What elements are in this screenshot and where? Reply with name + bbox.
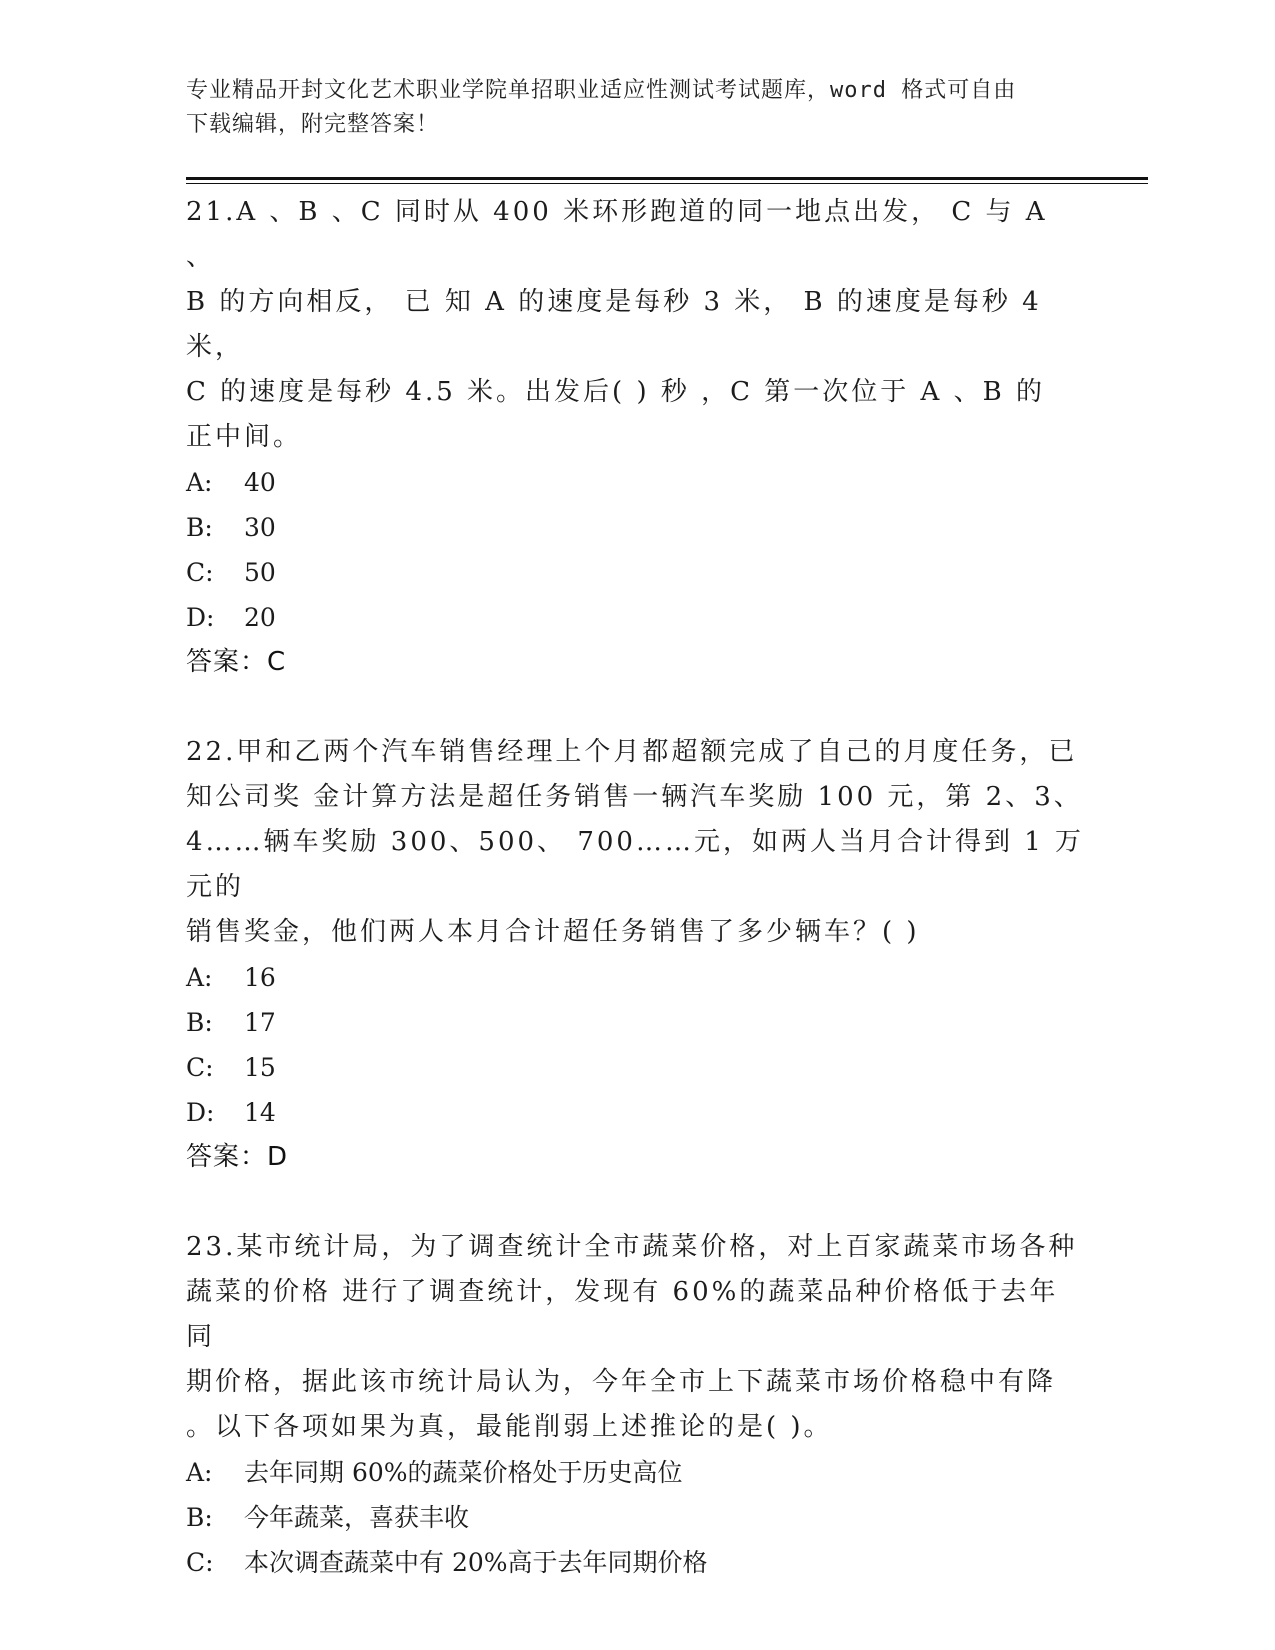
option-text: 去年同期 60%的蔬菜价格处于历史高位 (244, 1458, 683, 1487)
option-letter: C: (186, 1548, 214, 1577)
answer-label: 答案：C (186, 647, 287, 677)
option-d (186, 595, 1086, 640)
option-letter: B: (186, 1008, 213, 1037)
option-text: 16 (244, 963, 276, 992)
option-text: 50 (244, 558, 276, 587)
question-line: 期价格，据此该市统计局认为，今年全市上下蔬菜市场价格稳中有降 (186, 1367, 1057, 1397)
option-text: 20 (244, 603, 276, 632)
question-line: 4……辆车奖励 300、500、 700……元，如两人当月合计得到 1 万元的 (186, 827, 1085, 902)
question-list (186, 190, 1086, 1585)
option-text: 40 (244, 468, 276, 497)
option-d (186, 1090, 1086, 1135)
spacer (186, 1180, 1086, 1225)
question-line: 销售奖金，他们两人本月合计超任务销售了多少辆车？( ) (186, 917, 920, 947)
option-letter: C: (186, 1053, 214, 1082)
option-c (186, 1540, 1086, 1585)
header-rule-thick (186, 177, 1148, 180)
question-23 (186, 1225, 1086, 1585)
option-letter: D: (186, 603, 215, 632)
page-header (186, 74, 1076, 142)
option-b (186, 1000, 1086, 1045)
option-text: 今年蔬菜，喜获丰收 (244, 1503, 470, 1532)
option-letter: A: (186, 1458, 213, 1487)
option-text: 17 (244, 1008, 276, 1037)
option-text: 14 (244, 1098, 276, 1127)
option-letter: A: (186, 963, 213, 992)
option-letter: D: (186, 1098, 215, 1127)
option-letter: B: (186, 513, 213, 542)
header-line-1: 专业精品开封文化艺术职业学院单招职业适应性测试考试题库，word 格式可自由 (186, 78, 1017, 103)
question-line: B 的方向相反， 已 知 A 的速度是每秒 3 米， B 的速度是每秒 4 米， (186, 287, 1042, 362)
option-a (186, 460, 1086, 505)
question-line: C 的速度是每秒 4.5 米。出发后( ) 秒 ，C 第一次位于 A 、B 的 (186, 377, 1045, 407)
question-line: 正中间。 (186, 422, 303, 452)
header-line-2: 下载编辑，附完整答案！ (186, 112, 440, 137)
option-letter: C: (186, 558, 214, 587)
question-line: 蔬菜的价格 进行了调查统计，发现有 60%的蔬菜品种价格低于去年同 (186, 1277, 1059, 1352)
option-text: 30 (244, 513, 276, 542)
question-22 (186, 730, 1086, 1180)
question-21 (186, 190, 1086, 685)
option-c (186, 550, 1086, 595)
question-text (186, 730, 1086, 955)
option-letter: B: (186, 1503, 213, 1532)
question-text (186, 1225, 1086, 1450)
option-c (186, 1045, 1086, 1090)
option-text: 本次调查蔬菜中有 20%高于去年同期价格 (244, 1548, 708, 1577)
question-line: 21.A 、B 、C 同时从 400 米环形跑道的同一地点出发， C 与 A 、 (186, 197, 1048, 272)
answer-label: 答案：D (186, 1142, 289, 1172)
option-a (186, 955, 1086, 1000)
question-line: 。以下各项如果为真，最能削弱上述推论的是( )。 (186, 1412, 833, 1442)
question-line: 23.某市统计局，为了调查统计全市蔬菜价格，对上百家蔬菜市场各种 (186, 1232, 1078, 1262)
question-text (186, 190, 1086, 460)
question-line: 知公司奖 金计算方法是超任务销售一辆汽车奖励 100 元，第 2、3、 (186, 782, 1083, 812)
option-text: 15 (244, 1053, 276, 1082)
header-rule-thin (186, 183, 1148, 184)
option-b (186, 505, 1086, 550)
option-b (186, 1495, 1086, 1540)
option-a (186, 1450, 1086, 1495)
option-letter: A: (186, 468, 213, 497)
spacer (186, 685, 1086, 730)
question-line: 22.甲和乙两个汽车销售经理上个月都超额完成了自己的月度任务，已 (186, 737, 1078, 767)
